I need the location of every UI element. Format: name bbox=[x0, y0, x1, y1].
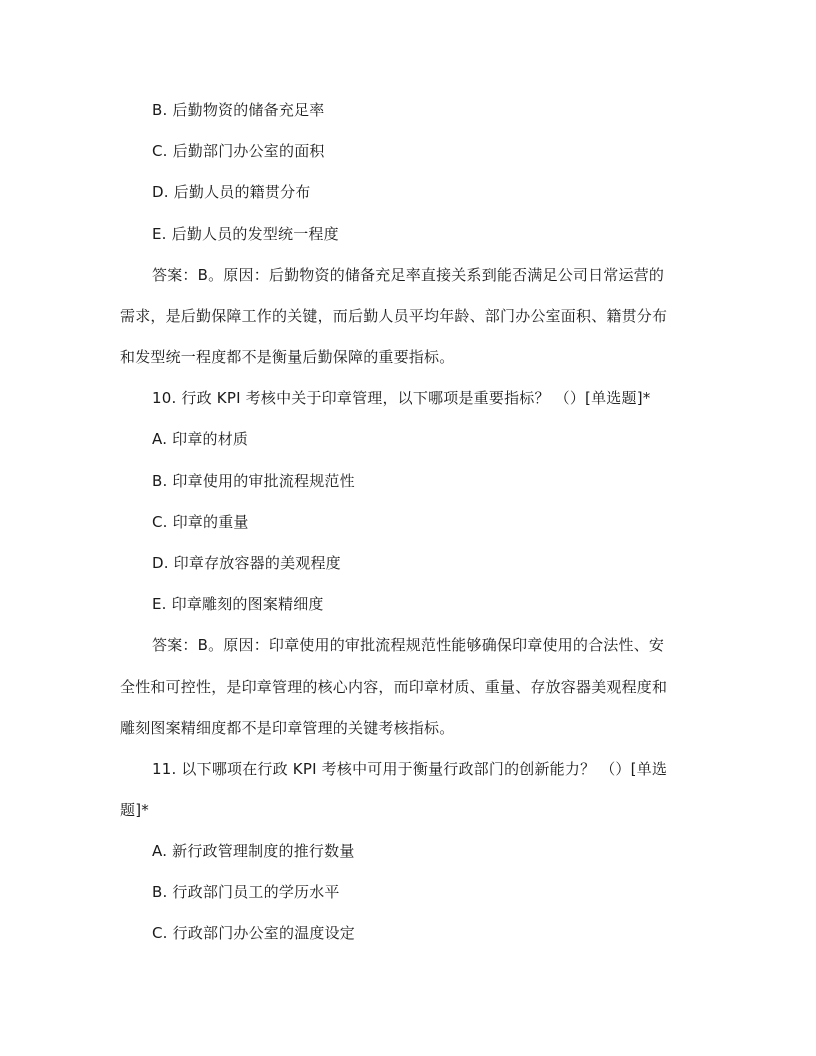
answer-logistics-line-1: 答案：B。原因：后勤物资的储备充足率直接关系到能否满足公司日常运营的 bbox=[152, 266, 665, 284]
option-a-seal: A. 印章的材质 bbox=[152, 430, 249, 448]
question-11-line-2: 题]* bbox=[120, 801, 149, 819]
answer-seal-line-3: 雕刻图案精细度都不是印章管理的关键考核指标。 bbox=[120, 719, 455, 737]
answer-logistics-line-3: 和发型统一程度都不是衡量后勤保障的重要指标。 bbox=[120, 348, 455, 366]
option-e-seal: E. 印章雕刻的图案精细度 bbox=[152, 595, 324, 613]
option-c-seal: C. 印章的重量 bbox=[152, 513, 249, 531]
option-c-logistics: C. 后勤部门办公室的面积 bbox=[152, 142, 325, 160]
option-e-logistics: E. 后勤人员的发型统一程度 bbox=[152, 225, 339, 243]
option-c-innovation: C. 行政部门办公室的温度设定 bbox=[152, 924, 356, 942]
option-d-seal: D. 印章存放容器的美观程度 bbox=[152, 554, 341, 572]
answer-seal-line-2: 全性和可控性，是印章管理的核心内容，而印章材质、重量、存放容器美观程度和 bbox=[120, 678, 668, 696]
question-11-line-1: 11. 以下哪项在行政 KPI 考核中可用于衡量行政部门的创新能力？ （）[单选 bbox=[152, 760, 668, 778]
answer-logistics-line-2: 需求，是后勤保障工作的关键，而后勤人员平均年龄、部门办公室面积、籍贯分布 bbox=[120, 307, 668, 325]
option-d-logistics: D. 后勤人员的籍贯分布 bbox=[152, 183, 311, 201]
option-a-innovation: A. 新行政管理制度的推行数量 bbox=[152, 842, 355, 860]
option-b-seal: B. 印章使用的审批流程规范性 bbox=[152, 472, 355, 490]
question-10: 10. 行政 KPI 考核中关于印章管理，以下哪项是重要指标？ （）[单选题]* bbox=[152, 389, 651, 407]
option-b-logistics: B. 后勤物资的储备充足率 bbox=[152, 101, 325, 119]
option-b-innovation: B. 行政部门员工的学历水平 bbox=[152, 883, 340, 901]
answer-seal-line-1: 答案：B。原因：印章使用的审批流程规范性能够确保印章使用的合法性、安 bbox=[152, 636, 665, 654]
